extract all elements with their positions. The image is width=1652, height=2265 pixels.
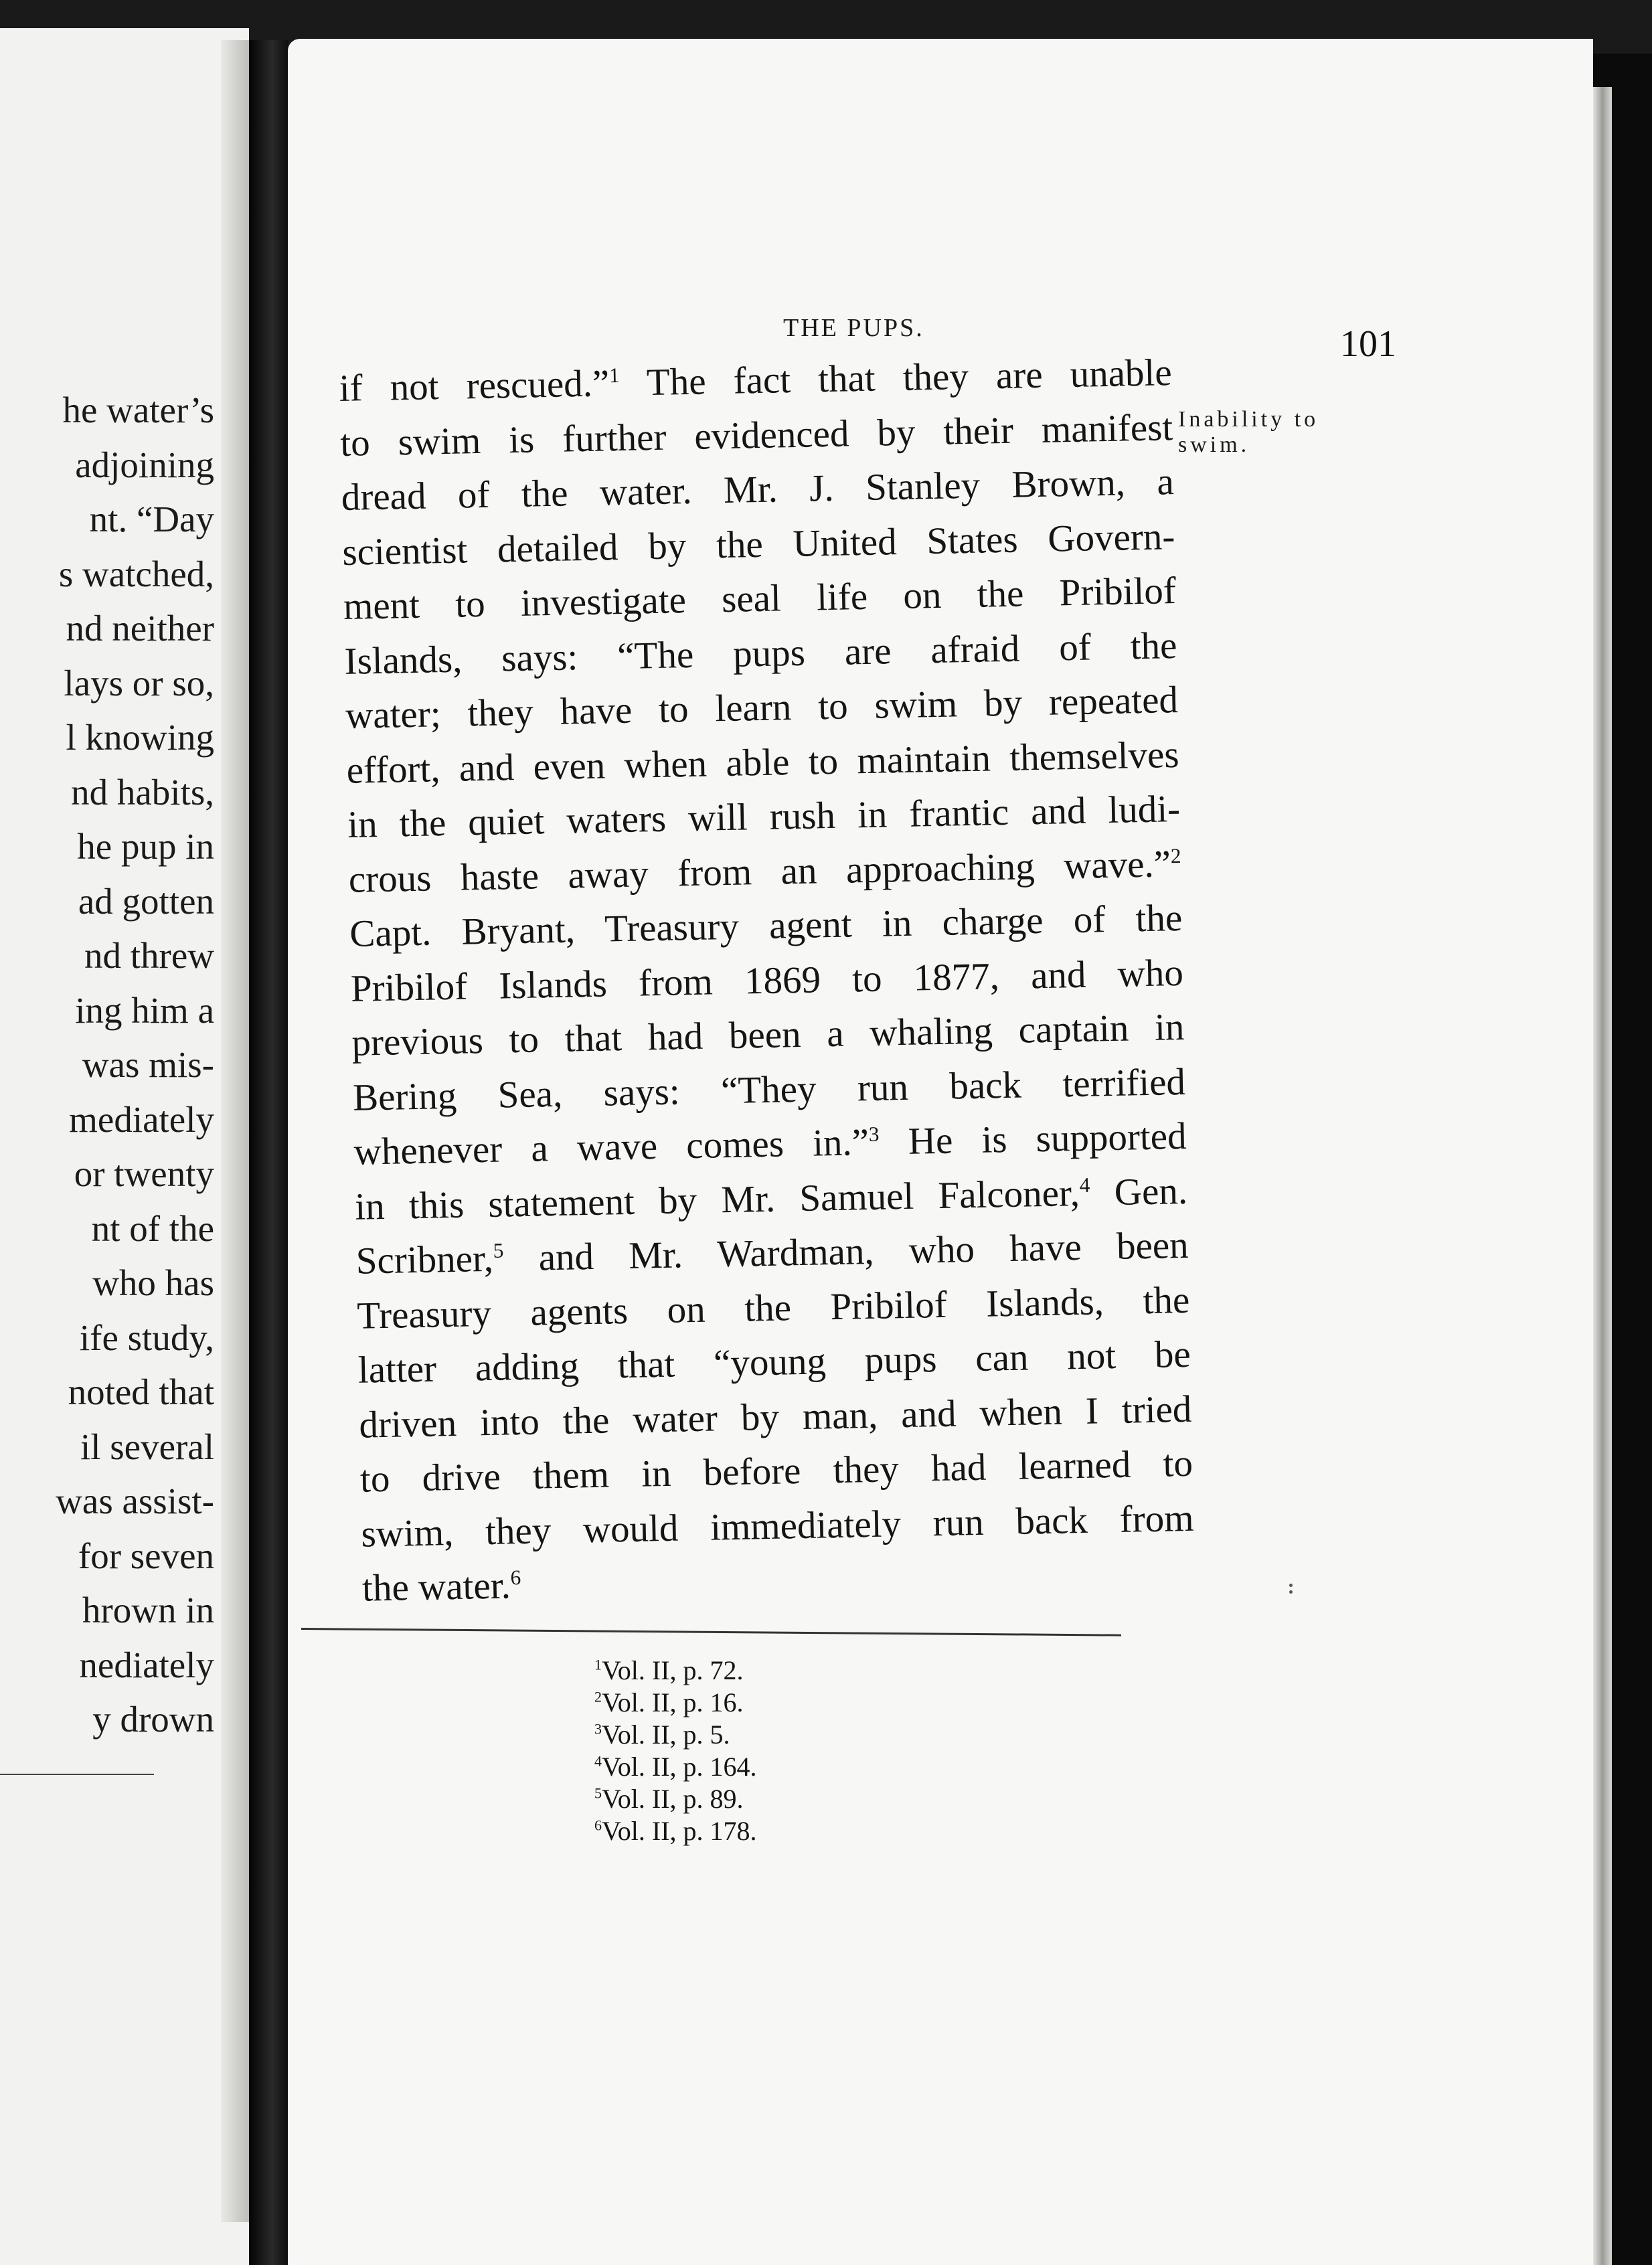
body-line-text: Bering Sea, says: “They run back terrified [352,1060,1186,1119]
body-line-text: driven into the water by man, and when I tried [358,1388,1192,1446]
body-line-text: The fact that they are unable [619,351,1173,404]
footnote-text: Vol. II, p. 5. [602,1719,730,1750]
footnote-text: Vol. II, p. 164. [602,1752,757,1782]
left-page-line: nd neither [66,608,214,649]
body-line-text: to swim is further evidenced by their manifest [339,406,1173,465]
left-page-line: nt. “Day [89,499,214,539]
left-page-line: nediately [79,1644,214,1685]
left-page-line: noted that [68,1371,214,1412]
scan-speck [1289,1590,1293,1594]
footnote-marker: 4 [1079,1173,1090,1197]
left-page-text [56,383,214,1747]
body-line-text: to drive them in before they had learned to [359,1442,1193,1501]
left-page-line: ing him a [75,989,214,1031]
body-line-text: ment to investigate seal life on the Pribilof [343,570,1177,628]
left-page-line: il several [80,1426,214,1467]
body-line-text: dread of the water. Mr. J. Stanley Brown, a [341,460,1175,519]
footnote [594,1751,756,1783]
footnote-marker: 5 [493,1238,504,1262]
body-line-text: Scribner, [355,1237,494,1282]
footnote-text: Vol. II, p. 89. [602,1784,744,1814]
body-line-text: if not rescued.” [339,362,610,410]
body-line-text: latter adding that “young pups can not be [357,1333,1191,1392]
body-line-text: He is supported [879,1114,1187,1163]
body-line-text: in this statement by Mr. Samuel Falconer, [354,1171,1080,1228]
running-title: THE PUPS. [783,314,924,342]
left-page-line: nd habits, [71,771,214,813]
page-edge [1593,87,1612,2265]
scan-speck [1289,1584,1293,1587]
left-page-line: ife study, [79,1317,214,1358]
left-page-line: who has [92,1262,214,1303]
body-text [339,345,1195,1616]
body-line-text: and Mr. Wardman, who have been [503,1224,1189,1280]
body-line-text: effort, and even when able to maintain themselves [346,733,1180,792]
footnote-marker: 2 [1170,843,1181,867]
margin-note-line: swim. [1178,432,1250,457]
left-page-line: ad gotten [78,880,214,922]
left-page-line: he water’s [62,390,214,430]
left-page-line: nt of the [91,1207,214,1249]
footnotes [594,1655,756,1847]
footnote-number: 4 [594,1752,602,1770]
footnote [594,1815,756,1847]
footnote [594,1687,756,1719]
left-page-line: mediately [69,1098,214,1140]
footnote-number: 6 [594,1817,602,1834]
footnote [594,1783,756,1815]
body-line-text: Islands, says: “The pups are afraid of the [343,624,1177,683]
margin-note-line: Inability to [1178,407,1319,432]
footnote [594,1655,756,1687]
left-page-line: he pup in [77,826,214,867]
left-page-line: l knowing [66,717,214,758]
margin-note [1178,407,1319,458]
footnote-text: Vol. II, p. 178. [602,1816,757,1846]
footnote [594,1719,756,1751]
left-page-line: nd threw [84,935,214,976]
footnote-marker: 6 [510,1566,521,1590]
footnote-number: 1 [594,1656,602,1673]
body-line-text: Pribilof Islands from 1869 to 1877, and who [350,951,1184,1010]
body-line-text: the water. [361,1564,511,1610]
footnote-number: 5 [594,1784,602,1802]
body-line-text: water; they have to learn to swim by repeated [345,679,1179,737]
body-line-text: previous to that had been a whaling captain in [351,1005,1185,1064]
footnote-number: 2 [594,1688,602,1705]
body-line-text: scientist detailed by the United States Govern- [341,515,1175,574]
footnote-text: Vol. II, p. 16. [602,1687,744,1717]
left-page-gutter-shadow [221,40,249,2222]
left-page-line: s watched, [58,553,214,594]
left-page-line: was mis- [82,1044,214,1085]
left-page-line: for seven [78,1535,214,1576]
body-line-text: Gen. [1089,1169,1188,1214]
body-line-text: Treasury agents on the Pribilof Islands, the [356,1278,1190,1337]
body-line-text: whenever a wave comes in.” [353,1121,870,1173]
left-page [0,28,249,2265]
footnote-text: Vol. II, p. 72. [602,1655,744,1685]
left-page-line: lays or so, [64,662,214,703]
left-page-line: hrown in [82,1590,214,1630]
page-number: 101 [1340,323,1396,365]
body-line-text: in the quiet waters will rush in frantic and ludi- [347,787,1181,846]
left-page-line: y drown [92,1699,214,1740]
left-page-line: was assist- [56,1481,214,1521]
left-footnote-rule [0,1774,154,1775]
footnote-marker: 3 [868,1122,880,1147]
footnote-marker: 1 [608,363,620,388]
left-page-line: or twenty [74,1153,214,1194]
body-line-text: Capt. Bryant, Treasury agent in charge of the [349,896,1183,955]
body-line-text: swim, they would immediately run back from [361,1497,1195,1556]
footnote-number: 3 [594,1720,602,1738]
book-spine [249,40,288,2265]
body-line-text: crous haste away from an approaching wave.” [348,842,1171,901]
left-page-line: adjoining [75,444,214,485]
